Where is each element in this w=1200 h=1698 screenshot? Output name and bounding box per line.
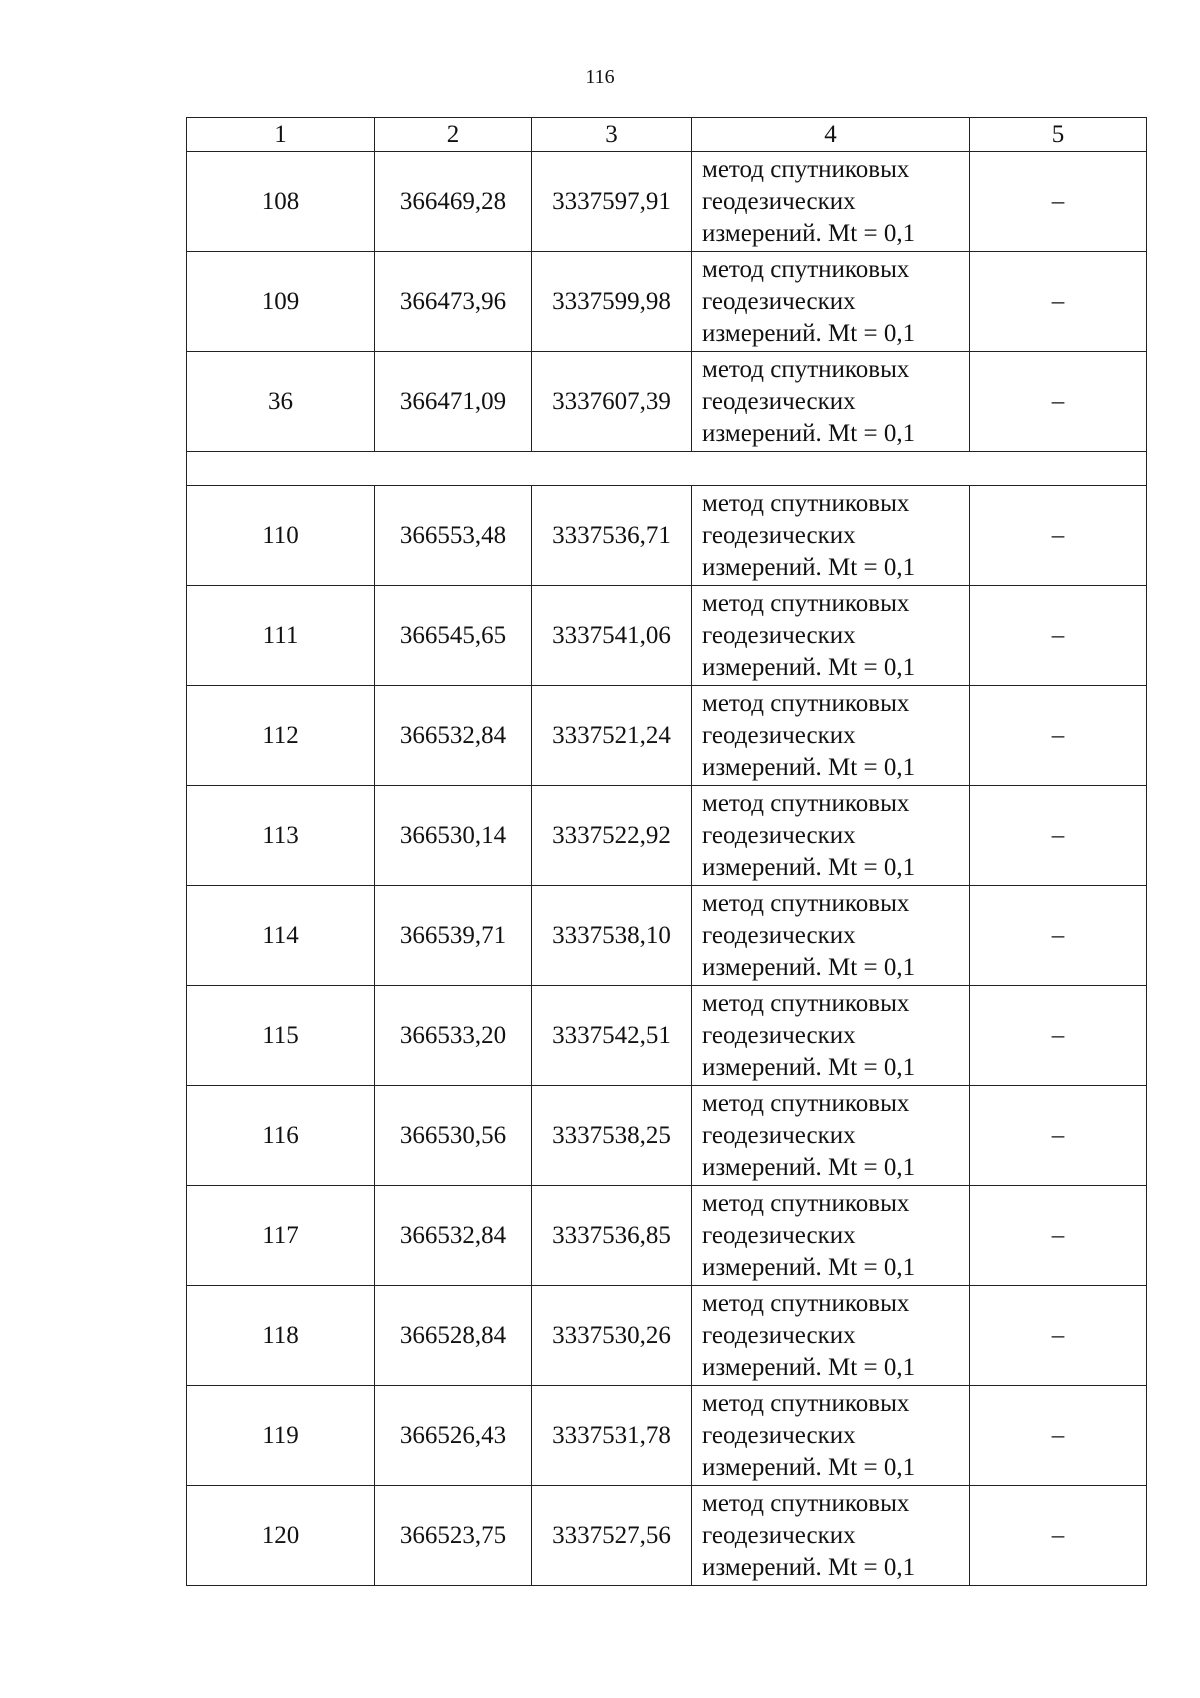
y-coordinate-cell: 3337538,10 (532, 886, 692, 986)
header-cell-2: 2 (375, 118, 532, 152)
remark-cell: – (970, 1486, 1147, 1586)
table-header (187, 118, 1147, 152)
x-coordinate-cell: 366469,28 (375, 152, 532, 252)
x-coordinate-cell: 366539,71 (375, 886, 532, 986)
x-coordinate-cell: 366526,43 (375, 1386, 532, 1486)
point-number-cell: 109 (187, 252, 375, 352)
method-cell: метод спутниковых геодезических измерений. Mt = 0,1 (692, 252, 970, 352)
method-cell: метод спутниковых геодезических измерений. Mt = 0,1 (692, 486, 970, 586)
point-number-cell: 110 (187, 486, 375, 586)
x-coordinate-cell: 366471,09 (375, 352, 532, 452)
point-number-cell: 116 (187, 1086, 375, 1186)
remark-cell: – (970, 252, 1147, 352)
table-row (187, 1186, 1147, 1286)
point-number-cell: 114 (187, 886, 375, 986)
x-coordinate-cell: 366523,75 (375, 1486, 532, 1586)
x-coordinate-cell: 366533,20 (375, 986, 532, 1086)
table-body (187, 152, 1147, 1586)
point-number-cell: 120 (187, 1486, 375, 1586)
method-cell: метод спутниковых геодезических измерений. Mt = 0,1 (692, 686, 970, 786)
header-cell-4: 4 (692, 118, 970, 152)
y-coordinate-cell: 3337530,26 (532, 1286, 692, 1386)
y-coordinate-cell: 3337542,51 (532, 986, 692, 1086)
table-row (187, 1086, 1147, 1186)
point-number-cell: 111 (187, 586, 375, 686)
x-coordinate-cell: 366532,84 (375, 1186, 532, 1286)
x-coordinate-cell: 366473,96 (375, 252, 532, 352)
y-coordinate-cell: 3337607,39 (532, 352, 692, 452)
remark-cell: – (970, 786, 1147, 886)
method-cell: метод спутниковых геодезических измерений. Mt = 0,1 (692, 586, 970, 686)
point-number-cell: 117 (187, 1186, 375, 1286)
remark-cell: – (970, 1286, 1147, 1386)
y-coordinate-cell: 3337522,92 (532, 786, 692, 886)
remark-cell: – (970, 352, 1147, 452)
remark-cell: – (970, 1186, 1147, 1286)
remark-cell: – (970, 586, 1147, 686)
table-row (187, 586, 1147, 686)
table-row (187, 686, 1147, 786)
table-row (187, 252, 1147, 352)
x-coordinate-cell: 366530,14 (375, 786, 532, 886)
x-coordinate-cell: 366545,65 (375, 586, 532, 686)
method-cell: метод спутниковых геодезических измерений. Mt = 0,1 (692, 886, 970, 986)
y-coordinate-cell: 3337536,71 (532, 486, 692, 586)
x-coordinate-cell: 366528,84 (375, 1286, 532, 1386)
remark-cell: – (970, 1086, 1147, 1186)
y-coordinate-cell: 3337597,91 (532, 152, 692, 252)
table-row (187, 1386, 1147, 1486)
coordinates-table-container (186, 117, 1146, 1586)
method-cell: метод спутниковых геодезических измерений. Mt = 0,1 (692, 986, 970, 1086)
x-coordinate-cell: 366530,56 (375, 1086, 532, 1186)
remark-cell: – (970, 686, 1147, 786)
method-cell: метод спутниковых геодезических измерений. Mt = 0,1 (692, 352, 970, 452)
point-number-cell: 113 (187, 786, 375, 886)
table-row (187, 886, 1147, 986)
header-cell-5: 5 (970, 118, 1147, 152)
header-cell-3: 3 (532, 118, 692, 152)
method-cell: метод спутниковых геодезических измерений. Mt = 0,1 (692, 1286, 970, 1386)
y-coordinate-cell: 3337527,56 (532, 1486, 692, 1586)
y-coordinate-cell: 3337541,06 (532, 586, 692, 686)
method-cell: метод спутниковых геодезических измерений. Mt = 0,1 (692, 1086, 970, 1186)
method-cell: метод спутниковых геодезических измерений. Mt = 0,1 (692, 1486, 970, 1586)
point-number-cell: 119 (187, 1386, 375, 1486)
remark-cell: – (970, 486, 1147, 586)
point-number-cell: 112 (187, 686, 375, 786)
remark-cell: – (970, 986, 1147, 1086)
method-cell: метод спутниковых геодезических измерений. Mt = 0,1 (692, 1186, 970, 1286)
x-coordinate-cell: 366532,84 (375, 686, 532, 786)
table-row (187, 1286, 1147, 1386)
table-row (187, 1486, 1147, 1586)
x-coordinate-cell: 366553,48 (375, 486, 532, 586)
point-number-cell: 115 (187, 986, 375, 1086)
page-number: 116 (585, 66, 615, 88)
remark-cell: – (970, 886, 1147, 986)
y-coordinate-cell: 3337531,78 (532, 1386, 692, 1486)
table-row (187, 152, 1147, 252)
y-coordinate-cell: 3337599,98 (532, 252, 692, 352)
remark-cell: – (970, 152, 1147, 252)
y-coordinate-cell: 3337538,25 (532, 1086, 692, 1186)
table-row (187, 986, 1147, 1086)
coordinates-table (186, 117, 1147, 1586)
method-cell: метод спутниковых геодезических измерений. Mt = 0,1 (692, 786, 970, 886)
remark-cell: – (970, 1386, 1147, 1486)
method-cell: метод спутниковых геодезических измерений. Mt = 0,1 (692, 1386, 970, 1486)
separator-row (187, 452, 1147, 486)
table-row (187, 352, 1147, 452)
table-row (187, 486, 1147, 586)
point-number-cell: 108 (187, 152, 375, 252)
header-cell-1: 1 (187, 118, 375, 152)
method-cell: метод спутниковых геодезических измерений. Mt = 0,1 (692, 152, 970, 252)
point-number-cell: 118 (187, 1286, 375, 1386)
separator-cell (187, 452, 1147, 486)
y-coordinate-cell: 3337521,24 (532, 686, 692, 786)
header-row (187, 118, 1147, 152)
point-number-cell: 36 (187, 352, 375, 452)
table-row (187, 786, 1147, 886)
y-coordinate-cell: 3337536,85 (532, 1186, 692, 1286)
